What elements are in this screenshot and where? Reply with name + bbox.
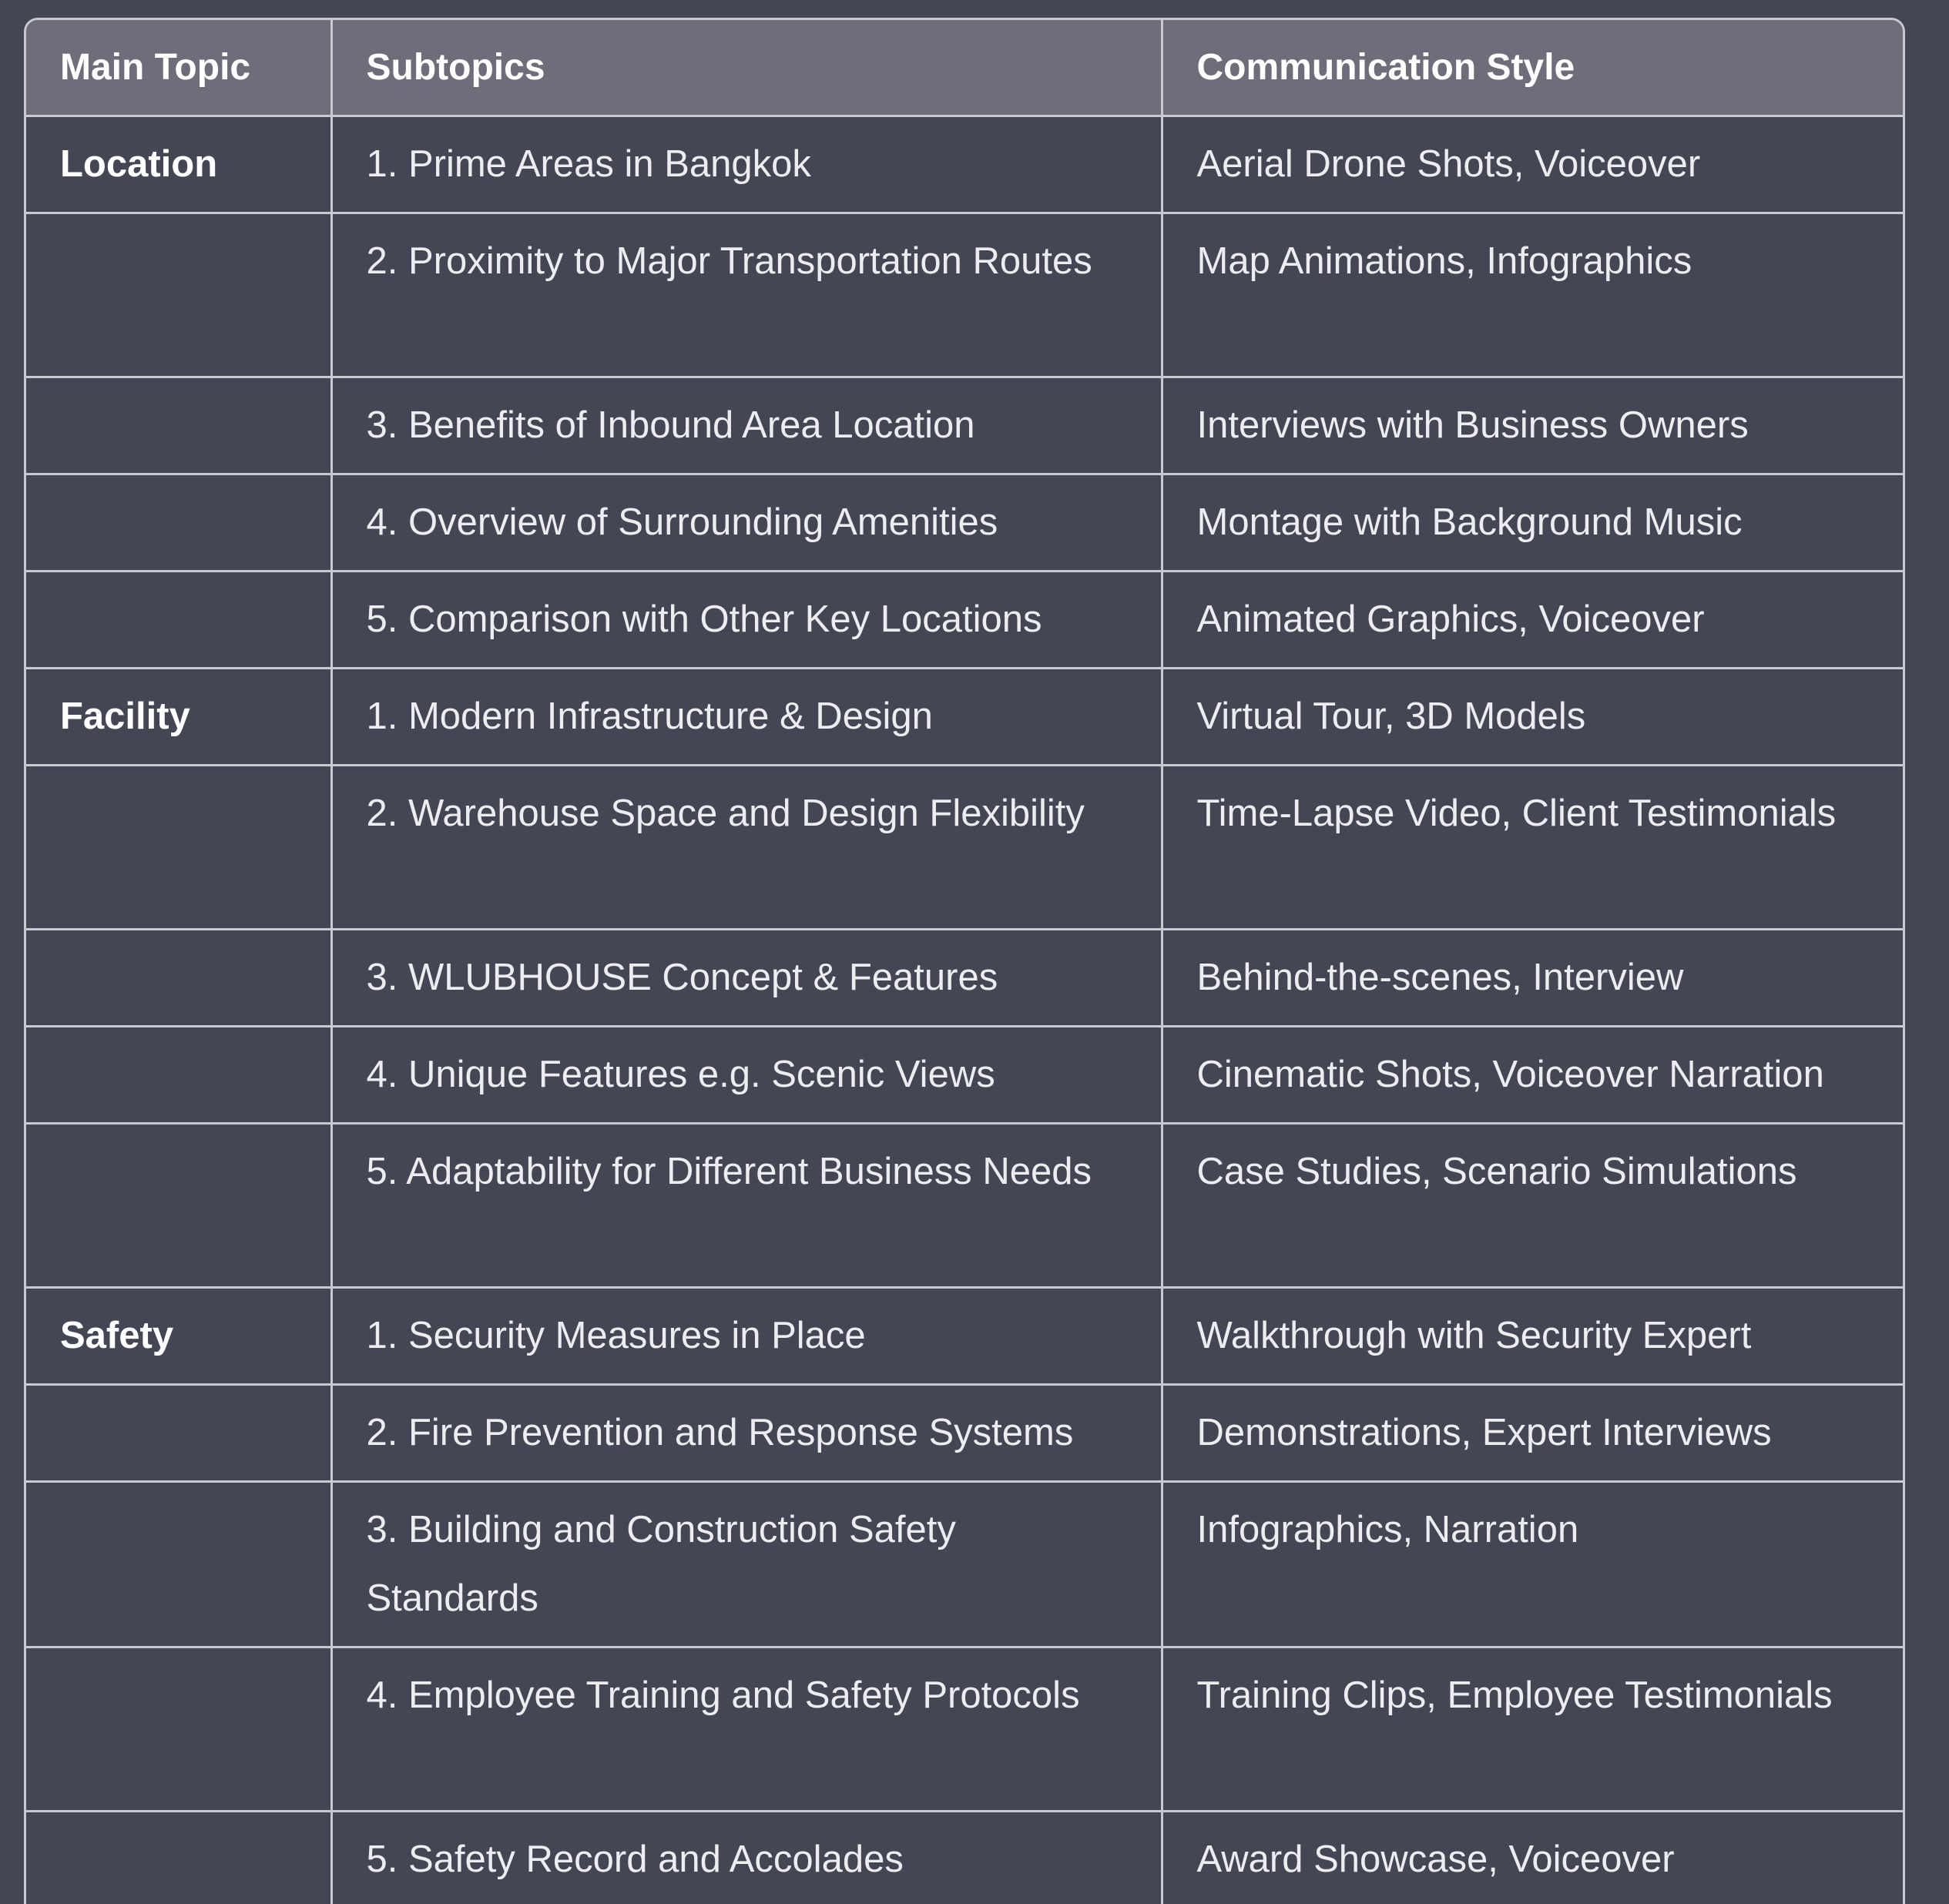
table-row [26, 213, 1903, 377]
table-row [26, 1648, 1903, 1812]
content-table [26, 20, 1903, 1904]
table-row [26, 1124, 1903, 1288]
subtopic-cell: 1. Modern Infrastructure & Design [331, 669, 1162, 766]
header-subtopics: Subtopics [331, 20, 1162, 116]
table-row [26, 1482, 1903, 1648]
subtopic-cell: 2. Fire Prevention and Response Systems [331, 1385, 1162, 1482]
main-topic-cell [26, 213, 331, 377]
communication-style-cell: Walkthrough with Security Expert [1162, 1288, 1903, 1385]
subtopic-cell: 1. Security Measures in Place [331, 1288, 1162, 1385]
communication-style-cell: Award Showcase, Voiceover [1162, 1812, 1903, 1904]
main-topic-cell [26, 1027, 331, 1124]
table-row [26, 377, 1903, 474]
main-topic-cell: Location [26, 116, 331, 213]
subtopic-cell: 4. Overview of Surrounding Amenities [331, 474, 1162, 572]
main-topic-cell [26, 377, 331, 474]
subtopic-cell: 5. Safety Record and Accolades [331, 1812, 1162, 1904]
communication-style-cell: Behind-the-scenes, Interview [1162, 930, 1903, 1027]
table-row [26, 116, 1903, 213]
table-row [26, 1385, 1903, 1482]
subtopic-cell: 3. Benefits of Inbound Area Location [331, 377, 1162, 474]
table-row [26, 474, 1903, 572]
main-topic-cell [26, 930, 331, 1027]
header-row [26, 20, 1903, 116]
table-row [26, 1812, 1903, 1904]
subtopic-cell: 4. Unique Features e.g. Scenic Views [331, 1027, 1162, 1124]
main-topic-cell [26, 1812, 331, 1904]
main-topic-cell [26, 1124, 331, 1288]
table-row [26, 1027, 1903, 1124]
subtopic-cell: 3. WLUBHOUSE Concept & Features [331, 930, 1162, 1027]
communication-style-cell: Virtual Tour, 3D Models [1162, 669, 1903, 766]
table-row [26, 669, 1903, 766]
communication-style-cell: Demonstrations, Expert Interviews [1162, 1385, 1903, 1482]
table-header [26, 20, 1903, 116]
subtopic-cell: 4. Employee Training and Safety Protocols [331, 1648, 1162, 1812]
main-topic-cell: Safety [26, 1288, 331, 1385]
table-container [24, 18, 1905, 1904]
header-main-topic: Main Topic [26, 20, 331, 116]
subtopic-cell: 1. Prime Areas in Bangkok [331, 116, 1162, 213]
communication-style-cell: Cinematic Shots, Voiceover Narration [1162, 1027, 1903, 1124]
subtopic-cell: 5. Adaptability for Different Business Needs [331, 1124, 1162, 1288]
main-topic-cell [26, 1648, 331, 1812]
communication-style-cell: Case Studies, Scenario Simulations [1162, 1124, 1903, 1288]
communication-style-cell: Montage with Background Music [1162, 474, 1903, 572]
main-topic-cell [26, 1482, 331, 1648]
communication-style-cell: Map Animations, Infographics [1162, 213, 1903, 377]
subtopic-cell: 3. Building and Construction Safety Standards [331, 1482, 1162, 1648]
subtopic-cell: 5. Comparison with Other Key Locations [331, 572, 1162, 669]
table-row [26, 766, 1903, 930]
table-row [26, 930, 1903, 1027]
table-row [26, 572, 1903, 669]
communication-style-cell: Animated Graphics, Voiceover [1162, 572, 1903, 669]
header-communication-style: Communication Style [1162, 20, 1903, 116]
main-topic-cell [26, 1385, 331, 1482]
communication-style-cell: Time-Lapse Video, Client Testimonials [1162, 766, 1903, 930]
main-topic-cell [26, 474, 331, 572]
communication-style-cell: Infographics, Narration [1162, 1482, 1903, 1648]
main-topic-cell: Facility [26, 669, 331, 766]
communication-style-cell: Aerial Drone Shots, Voiceover [1162, 116, 1903, 213]
communication-style-cell: Interviews with Business Owners [1162, 377, 1903, 474]
subtopic-cell: 2. Warehouse Space and Design Flexibility [331, 766, 1162, 930]
table-row [26, 1288, 1903, 1385]
communication-style-cell: Training Clips, Employee Testimonials [1162, 1648, 1903, 1812]
main-topic-cell [26, 572, 331, 669]
subtopic-cell: 2. Proximity to Major Transportation Routes [331, 213, 1162, 377]
main-topic-cell [26, 766, 331, 930]
table-body [26, 116, 1903, 1904]
